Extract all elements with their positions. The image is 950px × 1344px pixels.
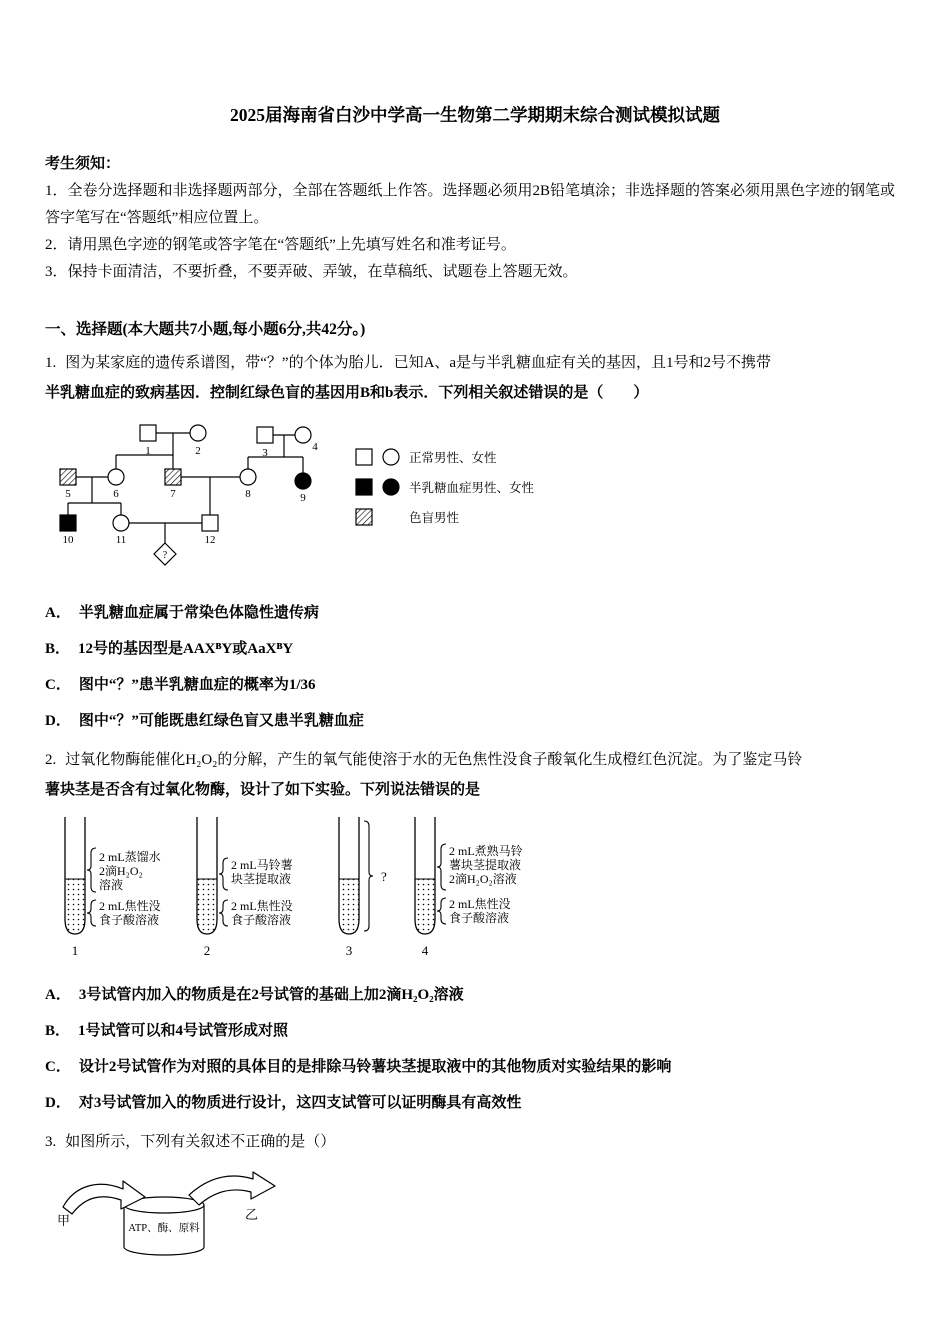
option-letter: B． — [45, 1022, 71, 1039]
pedigree-number: 9 — [300, 492, 306, 505]
label-jia: 甲 — [57, 1212, 71, 1228]
legend-label: 正常男性、女性 — [409, 451, 497, 466]
fetus-question-mark: ? — [162, 550, 168, 562]
legend-normal-female-icon — [383, 449, 399, 465]
brace-icon — [219, 858, 228, 890]
brace-icon — [219, 900, 228, 926]
q1-option-b — [45, 639, 905, 660]
legend-affected-male-icon — [356, 479, 372, 495]
option-text: 12号的基因型是AAXᴮY或AaXᴮY — [78, 641, 294, 658]
individual-8-normal-female — [240, 469, 256, 485]
section-heading: 一、选择题(本大题共7小题,每小题6分,共42分。) — [45, 321, 366, 338]
tube1-label: 2 mL焦性没 — [99, 898, 161, 913]
pedigree-connector-lines — [68, 433, 303, 543]
q2-stem-line2: 薯块茎是否含有过氧化物酶，设计了如下实验。下列说法错误的是 — [45, 782, 481, 799]
individual-12-normal-male — [202, 515, 218, 531]
individual-2-normal-female — [190, 425, 206, 441]
option-text: 图中“？”可能既患红绿色盲又患半乳糖血症 — [78, 713, 364, 730]
tube2-label: 2 mL马铃薯 — [231, 857, 293, 872]
pedigree-diagram — [53, 415, 558, 583]
tube4-label: 薯块茎提取液 — [449, 857, 522, 872]
notice-item-2: 2．请用黑色字迹的钢笔或答字笔在“答题纸”上先填写姓名和准考证号。 — [45, 237, 516, 253]
notice-section — [45, 151, 905, 286]
pedigree-number: 2 — [195, 445, 201, 458]
q2-option-c — [45, 1057, 905, 1078]
brace-icon — [437, 898, 446, 924]
pedigree-legend — [356, 449, 399, 525]
brace-icon — [437, 844, 446, 890]
pedigree-legend-labels — [409, 450, 535, 525]
q2-option-d — [45, 1093, 905, 1114]
question-3 — [45, 1129, 905, 1272]
label-yi: 乙 — [245, 1206, 259, 1222]
question-1 — [45, 350, 905, 733]
tube1-label: 2 mL蒸馏水 — [99, 849, 161, 864]
cylinder-label: ATP、酶、原料 — [128, 1222, 200, 1234]
q1-stem-text: 图为某家庭的遗传系谱图，带“？”的个体为胎儿．已知A、a是与半乳糖血症有关的基因，且1号和2号不携带 — [65, 354, 772, 371]
test-tube-2 — [197, 817, 293, 958]
pedigree-number: 1 — [145, 445, 151, 458]
pedigree-individuals — [60, 425, 311, 565]
pedigree-number: 12 — [204, 534, 216, 547]
legend-affected-female-icon — [383, 479, 399, 495]
tube4-number: 4 — [421, 942, 429, 958]
q3-stem-text: 如图所示，下列有关叙述不正确的是（） — [65, 1133, 336, 1150]
notice-heading: 考生须知： — [45, 156, 121, 172]
cylinder-container — [124, 1197, 204, 1255]
q3-diagram — [49, 1167, 289, 1267]
option-text: 1号试管可以和4号试管形成对照 — [78, 1022, 289, 1039]
page-title: 2025届海南省白沙中学高一生物第二学期期末综合测试模拟试题 — [230, 105, 720, 125]
q2-number: 2. — [45, 752, 57, 769]
individual-4-normal-female — [295, 427, 311, 443]
individual-3-normal-male — [257, 427, 273, 443]
tube1-label: 食子酸溶液 — [99, 912, 160, 927]
pedigree-diagram-wrap — [53, 415, 905, 588]
q2-stem-line1 — [45, 747, 905, 775]
option-letter: B． — [45, 641, 71, 658]
legend-colorblind-male-icon — [356, 509, 372, 525]
test-tube-diagram — [47, 813, 567, 965]
notice-item-1: 1．全卷分选择题和非选择题两部分，全部在答题纸上作答。选择题必须用2B铅笔填涂；非选择题的答案必须用黑色字迹的钢笔或答字笔写在“答题纸”相应位置上。 — [45, 183, 896, 226]
tube4-label: 2滴H₂O₂溶液 — [449, 871, 517, 886]
pedigree-number: 4 — [312, 441, 318, 454]
tube1-number: 1 — [71, 942, 79, 958]
right-ribbon-arrow-icon — [189, 1172, 275, 1205]
tube3-question-mark: ? — [381, 868, 387, 884]
q1-option-d — [45, 711, 905, 732]
option-text: 图中“？”患半乳糖血症的概率为1/36 — [78, 677, 316, 694]
pedigree-number: 10 — [62, 534, 74, 547]
individual-5-colorblind-male — [60, 469, 76, 485]
tube4-label: 2 mL煮熟马铃 — [449, 843, 523, 858]
option-letter: D． — [45, 713, 71, 730]
tube1-label: 2滴H₂O₂ — [99, 863, 143, 878]
option-letter: C． — [45, 1058, 71, 1075]
individual-6-normal-female — [108, 469, 124, 485]
tube2-label: 块茎提取液 — [231, 871, 292, 886]
q1-stem-line2: 半乳糖血症的致病基因．控制红绿色盲的基因用B和b表示．下列相关叙述错误的是（ ） — [45, 384, 649, 401]
q1-stem-line1 — [45, 350, 905, 378]
individual-7-colorblind-male — [165, 469, 181, 485]
notice-item-3: 3．保持卡面清洁，不要折叠，不要弄破、弄皱，在草稿纸、试题卷上答题无效。 — [45, 264, 578, 280]
q2-option-a — [45, 985, 905, 1006]
q1-option-a — [45, 603, 905, 624]
brace-icon — [364, 821, 373, 931]
brace-icon — [87, 900, 96, 926]
pedigree-number: 5 — [65, 488, 71, 501]
tube4-label: 食子酸溶液 — [449, 910, 510, 925]
individual-9-affected-female — [295, 473, 311, 489]
option-letter: A． — [45, 605, 71, 622]
pedigree-number: 7 — [170, 488, 176, 501]
legend-label: 半乳糖血症男性、女性 — [409, 481, 535, 496]
pedigree-number: 3 — [262, 447, 268, 460]
individual-11-normal-female — [113, 515, 129, 531]
test-tube-3 — [339, 817, 387, 958]
option-text: 对3号试管加入的物质进行设计，这四支试管可以证明酶具有高效性 — [78, 1094, 522, 1111]
q3-diagram-wrap — [49, 1167, 905, 1272]
tube2-number: 2 — [203, 942, 211, 958]
individual-10-affected-male — [60, 515, 76, 531]
q1-number: 1. — [45, 354, 57, 371]
individual-1-normal-male — [140, 425, 156, 441]
question-2 — [45, 747, 905, 1114]
option-letter: C． — [45, 677, 71, 694]
option-text: 设计2号试管作为对照的具体目的是排除马铃薯块茎提取液中的其他物质对实验结果的影响 — [78, 1058, 672, 1075]
test-tube-diagram-wrap — [47, 813, 905, 970]
tube3-number: 3 — [345, 942, 353, 958]
q1-option-c — [45, 675, 905, 696]
legend-label: 色盲男性 — [409, 511, 460, 526]
option-text: 3号试管内加入的物质是在2号试管的基础上加2滴H₂O₂溶液 — [78, 986, 464, 1003]
q3-number: 3. — [45, 1133, 57, 1150]
option-letter: A． — [45, 986, 71, 1003]
test-tube-4 — [415, 817, 523, 958]
tube2-label: 2 mL焦性没 — [231, 898, 293, 913]
tube2-label: 食子酸溶液 — [231, 912, 292, 927]
option-text: 半乳糖血症属于常染色体隐性遗传病 — [78, 605, 319, 622]
pedigree-number: 6 — [113, 488, 119, 501]
legend-normal-male-icon — [356, 449, 372, 465]
pedigree-number: 11 — [115, 534, 127, 547]
q2-stem-text: 过氧化物酶能催化H₂O₂的分解，产生的氧气能使溶于水的无色焦性没食子酸氧化生成橙红色沉淀。为了鉴定马铃 — [65, 752, 803, 769]
test-tube-1 — [65, 817, 161, 958]
pedigree-number: 8 — [245, 488, 251, 501]
tube4-label: 2 mL焦性没 — [449, 896, 511, 911]
option-letter: D． — [45, 1094, 71, 1111]
q3-stem — [45, 1129, 905, 1157]
brace-icon — [87, 848, 96, 892]
pedigree-numbers — [63, 441, 319, 561]
q2-option-b — [45, 1021, 905, 1042]
tube1-label: 溶液 — [99, 877, 124, 892]
